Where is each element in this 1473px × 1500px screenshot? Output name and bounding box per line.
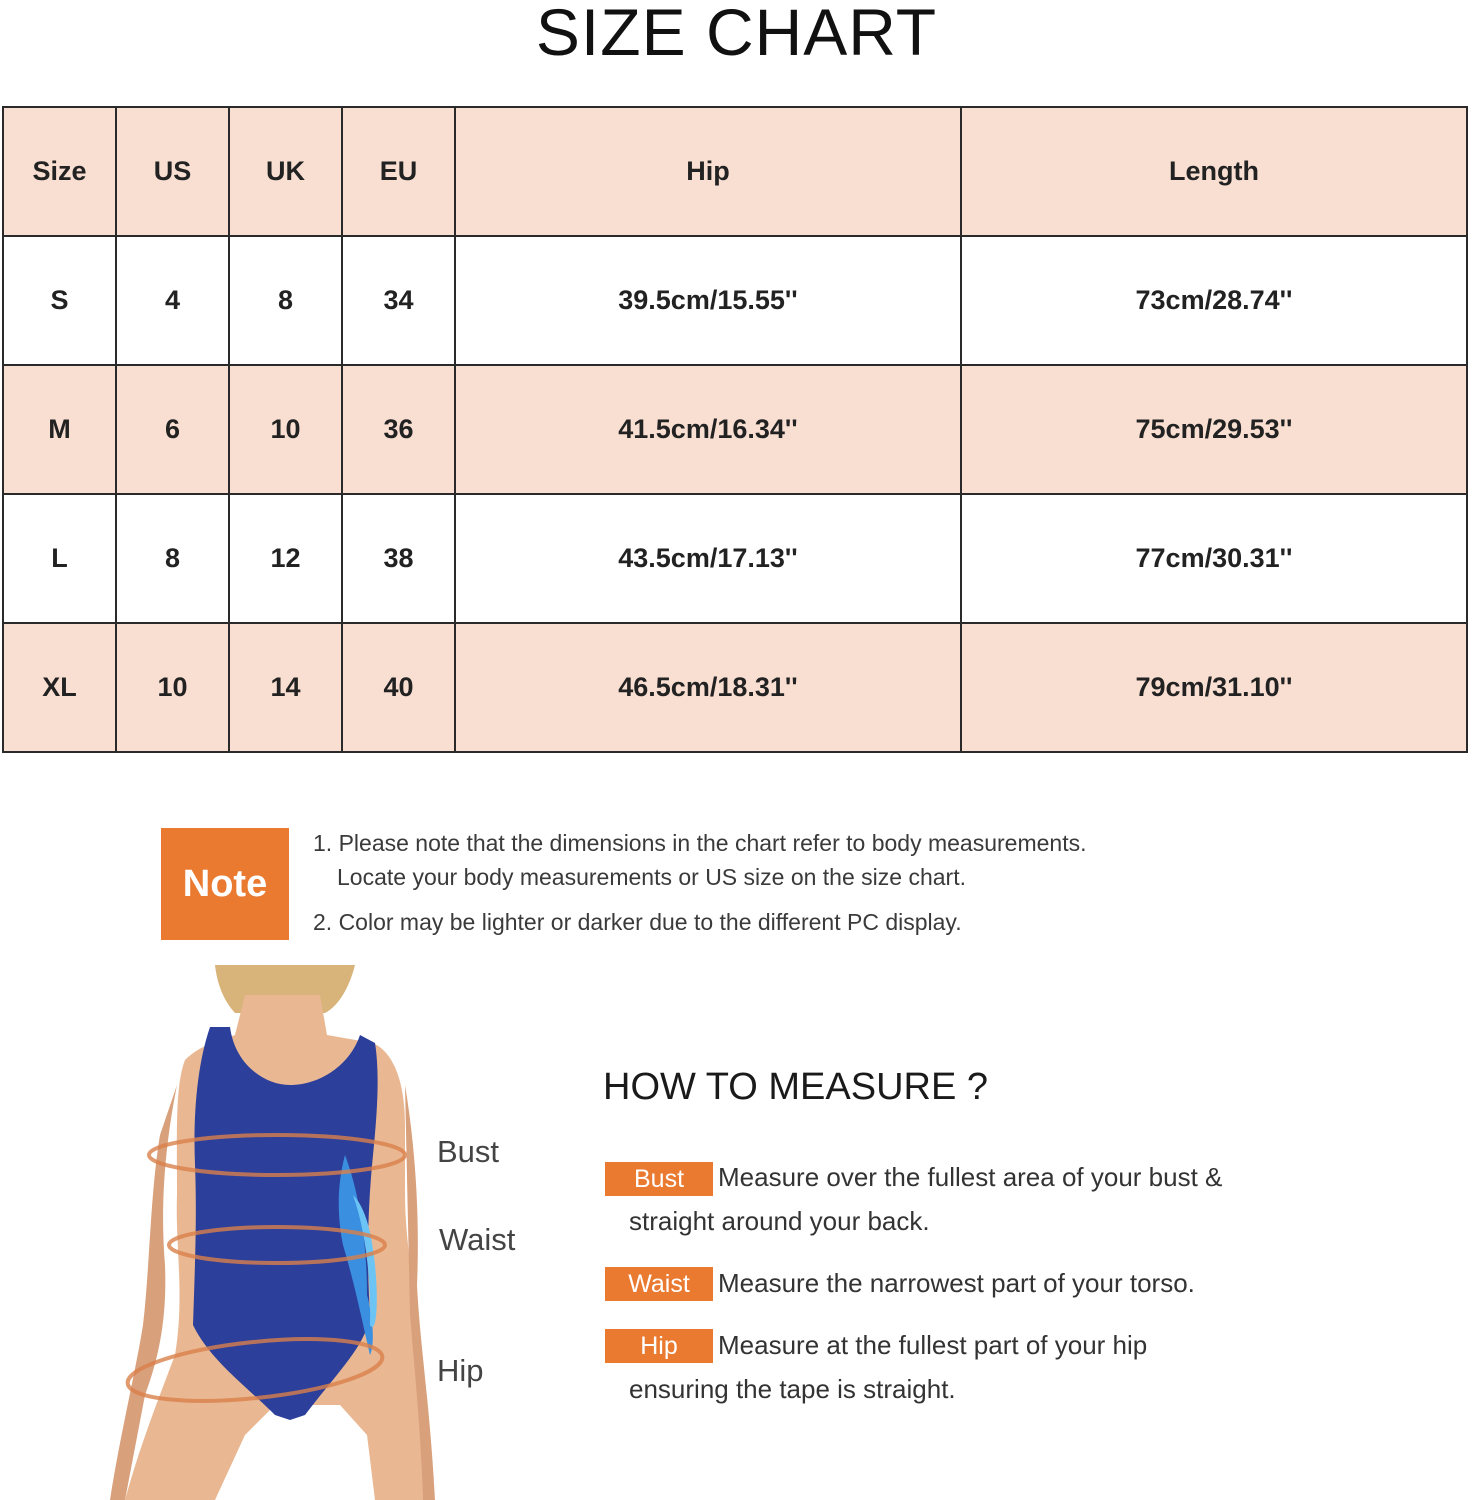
header-uk: UK [229, 107, 342, 236]
how-to-measure-title: HOW TO MEASURE ? [603, 1066, 988, 1108]
cell-hip: 43.5cm/17.13'' [455, 494, 961, 623]
page-title: SIZE CHART [535, 0, 938, 69]
header-us: US [116, 107, 229, 236]
cell-us: 8 [116, 494, 229, 623]
cell-uk: 8 [229, 236, 342, 365]
cell-eu: 36 [342, 365, 455, 494]
bust-instruction: Measure over the fullest area of your bust & [718, 1162, 1223, 1192]
cell-us: 10 [116, 623, 229, 752]
cell-eu: 38 [342, 494, 455, 623]
cell-size: L [3, 494, 116, 623]
note-line-1: 1. Please note that the dimensions in the chart refer to body measurements. [313, 830, 1087, 856]
figure-label-waist: Waist [439, 1222, 516, 1257]
cell-uk: 12 [229, 494, 342, 623]
table-row [3, 623, 1467, 752]
header-eu: EU [342, 107, 455, 236]
figure-label-hip: Hip [437, 1353, 484, 1388]
table-header-row [3, 107, 1467, 236]
cell-length: 75cm/29.53'' [961, 365, 1467, 494]
cell-hip: 46.5cm/18.31'' [455, 623, 961, 752]
cell-eu: 34 [342, 236, 455, 365]
note-line-1b: Locate your body measurements or US size on the size chart. [337, 864, 966, 890]
header-size: Size [3, 107, 116, 236]
cell-size: S [3, 236, 116, 365]
cell-length: 73cm/28.74'' [961, 236, 1467, 365]
header-hip: Hip [455, 107, 961, 236]
bust-tag: Bust [605, 1162, 713, 1196]
model-photo [105, 965, 450, 1500]
header-length: Length [961, 107, 1467, 236]
waist-instruction: Measure the narrowest part of your torso. [718, 1268, 1195, 1298]
cell-size: XL [3, 623, 116, 752]
table-row [3, 236, 1467, 365]
cell-length: 79cm/31.10'' [961, 623, 1467, 752]
cell-hip: 39.5cm/15.55'' [455, 236, 961, 365]
table-row [3, 494, 1467, 623]
note-badge: Note [161, 828, 289, 940]
cell-us: 4 [116, 236, 229, 365]
hip-tag: Hip [605, 1329, 713, 1363]
cell-length: 77cm/30.31'' [961, 494, 1467, 623]
waist-tag: Waist [605, 1267, 713, 1301]
cell-us: 6 [116, 365, 229, 494]
hip-instruction: Measure at the fullest part of your hip [718, 1330, 1148, 1360]
cell-eu: 40 [342, 623, 455, 752]
note-line-2: 2. Color may be lighter or darker due to the different PC display. [313, 909, 962, 935]
cell-hip: 41.5cm/16.34'' [455, 365, 961, 494]
cell-uk: 10 [229, 365, 342, 494]
bust-instruction-cont: straight around your back. [629, 1206, 930, 1236]
cell-size: M [3, 365, 116, 494]
figure-label-bust: Bust [437, 1134, 500, 1169]
table-row [3, 365, 1467, 494]
cell-uk: 14 [229, 623, 342, 752]
size-chart-table [2, 106, 1468, 753]
hip-instruction-cont: ensuring the tape is straight. [629, 1374, 956, 1404]
